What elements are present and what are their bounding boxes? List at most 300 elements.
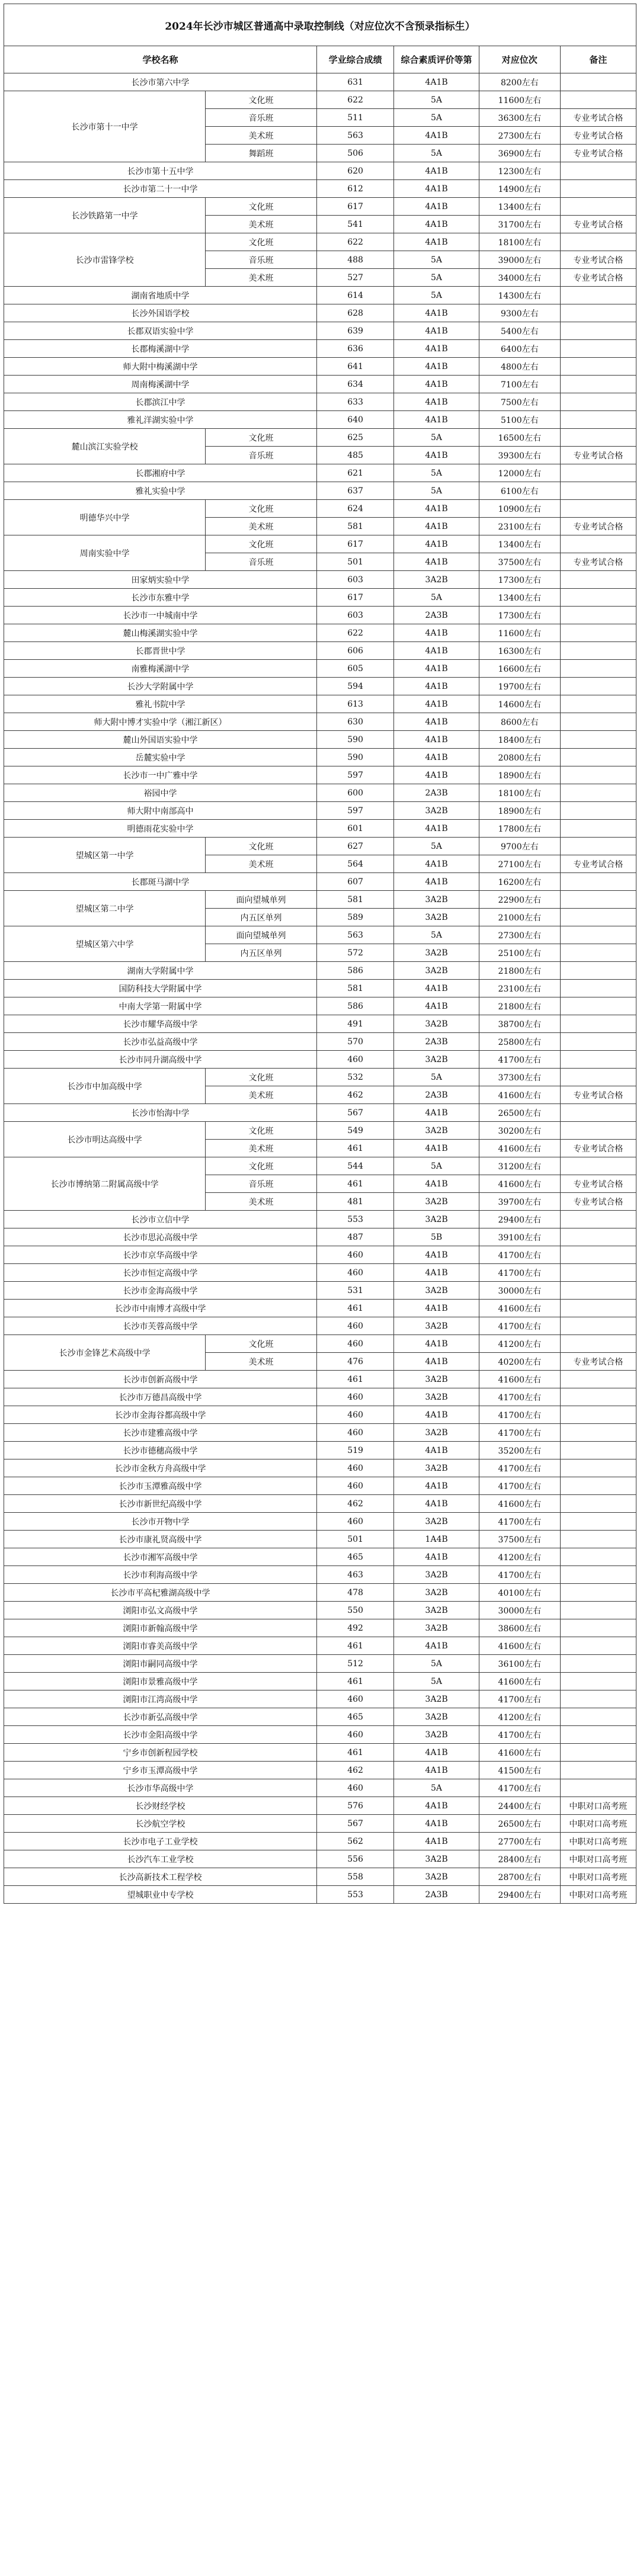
class-type-cell: 文化班: [206, 198, 317, 216]
note-cell: [560, 1300, 636, 1317]
table-row: [4, 1850, 636, 1868]
table-row: [4, 1708, 636, 1726]
table-row: [4, 1317, 636, 1335]
rank-cell: 41700左右: [479, 1051, 560, 1069]
note-cell: [560, 1157, 636, 1175]
grade-cell: 5A: [394, 482, 479, 500]
class-type-cell: 美术班: [206, 127, 317, 145]
rank-cell: 41600左右: [479, 1371, 560, 1388]
grade-cell: 4A1B: [394, 997, 479, 1015]
rank-cell: 21000左右: [479, 909, 560, 926]
score-cell: 597: [316, 766, 393, 784]
grade-cell: 3A2B: [394, 1015, 479, 1033]
rank-cell: 41700左右: [479, 1513, 560, 1531]
table-row: [4, 678, 636, 695]
school-name-cell: 长沙市京华高级中学: [4, 1246, 317, 1264]
score-cell: 558: [316, 1868, 393, 1886]
school-name-cell: 长沙市康礼贤高级中学: [4, 1531, 317, 1548]
note-cell: [560, 749, 636, 766]
note-cell: [560, 1104, 636, 1122]
rank-cell: 41200左右: [479, 1548, 560, 1566]
score-cell: 613: [316, 695, 393, 713]
score-cell: 501: [316, 553, 393, 571]
note-cell: 中职对口高考班: [560, 1886, 636, 1904]
grade-cell: 4A1B: [394, 1353, 479, 1371]
score-cell: 465: [316, 1548, 393, 1566]
note-cell: 专业考试合格: [560, 1193, 636, 1211]
grade-cell: 4A1B: [394, 162, 479, 180]
rank-cell: 41700左右: [479, 1726, 560, 1744]
rank-cell: 17800左右: [479, 820, 560, 838]
score-cell: 624: [316, 500, 393, 518]
class-type-cell: 美术班: [206, 269, 317, 287]
table-row: [4, 607, 636, 624]
school-name-cell: 长沙市湘军高级中学: [4, 1548, 317, 1566]
school-name-cell: 麓山外国语实验中学: [4, 731, 317, 749]
grade-cell: 4A1B: [394, 535, 479, 553]
grade-cell: 3A2B: [394, 1584, 479, 1602]
rank-cell: 41600左右: [479, 1744, 560, 1762]
table-row: [4, 1744, 636, 1762]
note-cell: 专业考试合格: [560, 553, 636, 571]
score-cell: 460: [316, 1264, 393, 1282]
score-cell: 460: [316, 1317, 393, 1335]
grade-cell: 5A: [394, 589, 479, 607]
note-cell: [560, 1069, 636, 1086]
header-score: 学业综合成绩: [316, 46, 393, 73]
class-type-cell: 音乐班: [206, 553, 317, 571]
school-name-cell: 长沙汽车工业学校: [4, 1850, 317, 1868]
grade-cell: 4A1B: [394, 180, 479, 198]
table-row: [4, 304, 636, 322]
score-cell: 563: [316, 127, 393, 145]
note-cell: [560, 1548, 636, 1566]
score-cell: 581: [316, 518, 393, 535]
rank-cell: 5400左右: [479, 322, 560, 340]
rank-cell: 8200左右: [479, 73, 560, 91]
rank-cell: 12300左右: [479, 162, 560, 180]
school-name-cell: 长沙市思沁高级中学: [4, 1228, 317, 1246]
rank-cell: 18400左右: [479, 731, 560, 749]
school-name-cell: 浏阳市睿美高级中学: [4, 1637, 317, 1655]
school-name-cell: 长沙市雷锋学校: [4, 233, 206, 287]
note-cell: [560, 1619, 636, 1637]
school-name-cell: 师大附中南部高中: [4, 802, 317, 820]
grade-cell: 5A: [394, 91, 479, 109]
table-row: [4, 464, 636, 482]
score-cell: 461: [316, 1744, 393, 1762]
school-name-cell: 长沙大学附属中学: [4, 678, 317, 695]
note-cell: [560, 1566, 636, 1584]
rank-cell: 19700左右: [479, 678, 560, 695]
class-type-cell: 美术班: [206, 855, 317, 873]
rank-cell: 39300左右: [479, 447, 560, 464]
score-cell: 563: [316, 926, 393, 944]
grade-cell: 4A1B: [394, 749, 479, 766]
school-name-cell: 周南梅溪湖中学: [4, 376, 317, 393]
table-row: [4, 322, 636, 340]
class-type-cell: 音乐班: [206, 1175, 317, 1193]
table-row: [4, 1637, 636, 1655]
score-cell: 586: [316, 962, 393, 980]
note-cell: [560, 1424, 636, 1442]
note-cell: [560, 1477, 636, 1495]
note-cell: [560, 1690, 636, 1708]
rank-cell: 18100左右: [479, 784, 560, 802]
table-row: [4, 660, 636, 678]
rank-cell: 28700左右: [479, 1868, 560, 1886]
table-row: [4, 1868, 636, 1886]
note-cell: 专业考试合格: [560, 518, 636, 535]
score-cell: 531: [316, 1282, 393, 1300]
note-cell: [560, 1513, 636, 1531]
score-cell: 640: [316, 411, 393, 429]
grade-cell: 4A1B: [394, 855, 479, 873]
grade-cell: 5B: [394, 1228, 479, 1246]
note-cell: [560, 1673, 636, 1690]
score-cell: 460: [316, 1513, 393, 1531]
grade-cell: 4A1B: [394, 1246, 479, 1264]
grade-cell: 3A2B: [394, 962, 479, 980]
grade-cell: 5A: [394, 287, 479, 304]
class-type-cell: 面向望城单列: [206, 926, 317, 944]
class-type-cell: 音乐班: [206, 109, 317, 127]
grade-cell: 3A2B: [394, 1193, 479, 1211]
school-name-cell: 南雅梅溪湖中学: [4, 660, 317, 678]
grade-cell: 5A: [394, 1655, 479, 1673]
grade-cell: 4A1B: [394, 553, 479, 571]
table-row: [4, 962, 636, 980]
score-cell: 637: [316, 482, 393, 500]
grade-cell: 3A2B: [394, 1459, 479, 1477]
note-cell: 中职对口高考班: [560, 1797, 636, 1815]
score-cell: 491: [316, 1015, 393, 1033]
grade-cell: 3A2B: [394, 571, 479, 589]
score-cell: 506: [316, 145, 393, 162]
school-name-cell: 长沙外国语学校: [4, 304, 317, 322]
rank-cell: 9300左右: [479, 304, 560, 322]
score-cell: 631: [316, 73, 393, 91]
school-name-cell: 长沙高新技术工程学校: [4, 1868, 317, 1886]
school-name-cell: 长沙市德穗高级中学: [4, 1442, 317, 1459]
class-type-cell: 内五区单列: [206, 909, 317, 926]
table-row: [4, 980, 636, 997]
grade-cell: 3A2B: [394, 1424, 479, 1442]
score-cell: 634: [316, 376, 393, 393]
score-cell: 532: [316, 1069, 393, 1086]
score-cell: 622: [316, 624, 393, 642]
table-row: [4, 1833, 636, 1850]
score-cell: 572: [316, 944, 393, 962]
grade-cell: 3A2B: [394, 891, 479, 909]
grade-cell: 2A3B: [394, 1086, 479, 1104]
table-row: [4, 784, 636, 802]
grade-cell: 4A1B: [394, 411, 479, 429]
rank-cell: 29400左右: [479, 1886, 560, 1904]
score-cell: 605: [316, 660, 393, 678]
table-row: [4, 1388, 636, 1406]
grade-cell: 4A1B: [394, 216, 479, 233]
note-cell: [560, 1762, 636, 1779]
score-cell: 550: [316, 1602, 393, 1619]
score-cell: 586: [316, 997, 393, 1015]
table-row: [4, 376, 636, 393]
score-cell: 461: [316, 1371, 393, 1388]
note-cell: [560, 838, 636, 855]
school-name-cell: 长沙市第二十一中学: [4, 180, 317, 198]
rank-cell: 21800左右: [479, 997, 560, 1015]
school-name-cell: 长沙市第六中学: [4, 73, 317, 91]
rank-cell: 9700左右: [479, 838, 560, 855]
table-row: [4, 429, 636, 447]
note-cell: [560, 571, 636, 589]
school-name-cell: 裕园中学: [4, 784, 317, 802]
rank-cell: 41600左右: [479, 1673, 560, 1690]
rank-cell: 37500左右: [479, 553, 560, 571]
table-row: [4, 731, 636, 749]
rank-cell: 37300左右: [479, 1069, 560, 1086]
grade-cell: 3A2B: [394, 1317, 479, 1335]
rank-cell: 41700左右: [479, 1566, 560, 1584]
grade-cell: 4A1B: [394, 393, 479, 411]
table-row: [4, 1673, 636, 1690]
table-row: [4, 1726, 636, 1744]
rank-cell: 41700左右: [479, 1779, 560, 1797]
rank-cell: 41200左右: [479, 1335, 560, 1353]
note-cell: 专业考试合格: [560, 251, 636, 269]
table-row: [4, 1495, 636, 1513]
rank-cell: 27700左右: [479, 1833, 560, 1850]
grade-cell: 4A1B: [394, 1300, 479, 1317]
school-name-cell: 长沙市金海高级中学: [4, 1282, 317, 1300]
class-type-cell: 文化班: [206, 500, 317, 518]
table-row: [4, 642, 636, 660]
rank-cell: 31200左右: [479, 1157, 560, 1175]
score-cell: 460: [316, 1477, 393, 1495]
rank-cell: 24400左右: [479, 1797, 560, 1815]
school-name-cell: 长沙市金阳高级中学: [4, 1726, 317, 1744]
grade-cell: 5A: [394, 926, 479, 944]
table-row: [4, 1104, 636, 1122]
note-cell: 中职对口高考班: [560, 1868, 636, 1886]
class-type-cell: 美术班: [206, 1140, 317, 1157]
score-cell: 612: [316, 180, 393, 198]
rank-cell: 30200左右: [479, 1122, 560, 1140]
school-name-cell: 长沙市恒定高级中学: [4, 1264, 317, 1282]
rank-cell: 41600左右: [479, 1495, 560, 1513]
score-cell: 617: [316, 535, 393, 553]
table-row: [4, 73, 636, 91]
score-cell: 562: [316, 1833, 393, 1850]
note-cell: [560, 73, 636, 91]
note-cell: [560, 820, 636, 838]
school-name-cell: 长沙市同升湖高级中学: [4, 1051, 317, 1069]
note-cell: [560, 322, 636, 340]
grade-cell: 4A1B: [394, 1140, 479, 1157]
note-cell: 专业考试合格: [560, 1353, 636, 1371]
note-cell: [560, 1033, 636, 1051]
note-cell: 专业考试合格: [560, 145, 636, 162]
school-name-cell: 长沙市弘益高级中学: [4, 1033, 317, 1051]
rank-cell: 10900左右: [479, 500, 560, 518]
table-row: [4, 1531, 636, 1548]
grade-cell: 5A: [394, 1157, 479, 1175]
note-cell: [560, 1495, 636, 1513]
table-row: [4, 873, 636, 891]
note-cell: [560, 980, 636, 997]
school-name-cell: 浏阳市景雅高级中学: [4, 1673, 317, 1690]
score-cell: 617: [316, 198, 393, 216]
note-cell: [560, 1282, 636, 1300]
class-type-cell: 文化班: [206, 429, 317, 447]
score-cell: 603: [316, 607, 393, 624]
note-cell: [560, 962, 636, 980]
grade-cell: 4A1B: [394, 340, 479, 358]
score-cell: 501: [316, 1531, 393, 1548]
note-cell: [560, 784, 636, 802]
school-name-cell: 雅礼书院中学: [4, 695, 317, 713]
grade-cell: 4A1B: [394, 1264, 479, 1282]
table-row: [4, 1406, 636, 1424]
school-name-cell: 长郡梅溪湖中学: [4, 340, 317, 358]
note-cell: [560, 340, 636, 358]
rank-cell: 11600左右: [479, 91, 560, 109]
grade-cell: 4A1B: [394, 500, 479, 518]
grade-cell: 3A2B: [394, 1051, 479, 1069]
score-cell: 636: [316, 340, 393, 358]
rank-cell: 41600左右: [479, 1300, 560, 1317]
rank-cell: 36300左右: [479, 109, 560, 127]
note-cell: [560, 411, 636, 429]
school-name-cell: 长沙市中南博才高级中学: [4, 1300, 317, 1317]
score-cell: 463: [316, 1566, 393, 1584]
rank-cell: 36100左右: [479, 1655, 560, 1673]
rank-cell: 41700左右: [479, 1246, 560, 1264]
note-cell: [560, 997, 636, 1015]
rank-cell: 34000左右: [479, 269, 560, 287]
school-name-cell: 浏阳市江湾高级中学: [4, 1690, 317, 1708]
note-cell: [560, 1015, 636, 1033]
rank-cell: 41700左右: [479, 1317, 560, 1335]
rank-cell: 35200左右: [479, 1442, 560, 1459]
school-name-cell: 长沙市一中城南中学: [4, 607, 317, 624]
note-cell: [560, 1388, 636, 1406]
rank-cell: 25100左右: [479, 944, 560, 962]
grade-cell: 3A2B: [394, 1388, 479, 1406]
table-row: [4, 1815, 636, 1833]
rank-cell: 39000左右: [479, 251, 560, 269]
school-name-cell: 国防科技大学附属中学: [4, 980, 317, 997]
table-row: [4, 1619, 636, 1637]
rank-cell: 21800左右: [479, 962, 560, 980]
school-name-cell: 中南大学第一附属中学: [4, 997, 317, 1015]
table-row: [4, 535, 636, 553]
grade-cell: 3A2B: [394, 802, 479, 820]
class-type-cell: 美术班: [206, 518, 317, 535]
grade-cell: 4A1B: [394, 1442, 479, 1459]
grade-cell: 4A1B: [394, 1477, 479, 1495]
school-name-cell: 麓山滨江实验学校: [4, 429, 206, 464]
table-row: [4, 1157, 636, 1175]
note-cell: [560, 891, 636, 909]
school-name-cell: 师大附中梅溪湖中学: [4, 358, 317, 376]
grade-cell: 2A3B: [394, 1886, 479, 1904]
rank-cell: 37500左右: [479, 1531, 560, 1548]
table-row: [4, 1051, 636, 1069]
grade-cell: 5A: [394, 1779, 479, 1797]
score-cell: 460: [316, 1459, 393, 1477]
rank-cell: 31700左右: [479, 216, 560, 233]
class-type-cell: 美术班: [206, 216, 317, 233]
rank-cell: 26500左右: [479, 1815, 560, 1833]
note-cell: [560, 376, 636, 393]
school-name-cell: 雅礼实验中学: [4, 482, 317, 500]
table-row: [4, 1033, 636, 1051]
score-cell: 461: [316, 1140, 393, 1157]
grade-cell: 4A1B: [394, 980, 479, 997]
score-cell: 597: [316, 802, 393, 820]
grade-cell: 4A1B: [394, 1762, 479, 1779]
rank-cell: 29400左右: [479, 1211, 560, 1228]
table-row: [4, 1228, 636, 1246]
table-row: [4, 1797, 636, 1815]
grade-cell: 3A2B: [394, 1868, 479, 1886]
table-row: [4, 766, 636, 784]
table-row: [4, 589, 636, 607]
rank-cell: 26500左右: [479, 1104, 560, 1122]
class-type-cell: 内五区单列: [206, 944, 317, 962]
rank-cell: 41200左右: [479, 1708, 560, 1726]
school-name-cell: 湖南省地质中学: [4, 287, 317, 304]
school-name-cell: 长沙市立信中学: [4, 1211, 317, 1228]
school-name-cell: 望城区第一中学: [4, 838, 206, 873]
table-row: [4, 1584, 636, 1602]
grade-cell: 4A1B: [394, 1833, 479, 1850]
score-cell: 485: [316, 447, 393, 464]
class-type-cell: 文化班: [206, 838, 317, 855]
score-cell: 460: [316, 1335, 393, 1353]
school-name-cell: 长郡斑马湖中学: [4, 873, 317, 891]
note-cell: 中职对口高考班: [560, 1850, 636, 1868]
note-cell: [560, 944, 636, 962]
score-cell: 553: [316, 1211, 393, 1228]
rank-cell: 41600左右: [479, 1637, 560, 1655]
rank-cell: 41600左右: [479, 1175, 560, 1193]
grade-cell: 3A2B: [394, 1726, 479, 1744]
school-name-cell: 长沙市第十一中学: [4, 91, 206, 162]
score-cell: 576: [316, 1797, 393, 1815]
admission-table-sheet: [4, 4, 636, 1904]
score-cell: 481: [316, 1193, 393, 1211]
grade-cell: 4A1B: [394, 731, 479, 749]
grade-cell: 4A1B: [394, 642, 479, 660]
school-name-cell: 长沙市金秋方舟高级中学: [4, 1459, 317, 1477]
score-cell: 461: [316, 1175, 393, 1193]
rank-cell: 18100左右: [479, 233, 560, 251]
score-cell: 564: [316, 855, 393, 873]
school-name-cell: 长沙市万德昌高级中学: [4, 1388, 317, 1406]
school-name-cell: 浏阳市新翰高级中学: [4, 1619, 317, 1637]
school-name-cell: 长沙市新世纪高级中学: [4, 1495, 317, 1513]
score-cell: 606: [316, 642, 393, 660]
rank-cell: 17300左右: [479, 571, 560, 589]
score-cell: 465: [316, 1708, 393, 1726]
rank-cell: 27300左右: [479, 926, 560, 944]
score-cell: 590: [316, 731, 393, 749]
score-cell: 511: [316, 109, 393, 127]
note-cell: [560, 535, 636, 553]
score-cell: 607: [316, 873, 393, 891]
